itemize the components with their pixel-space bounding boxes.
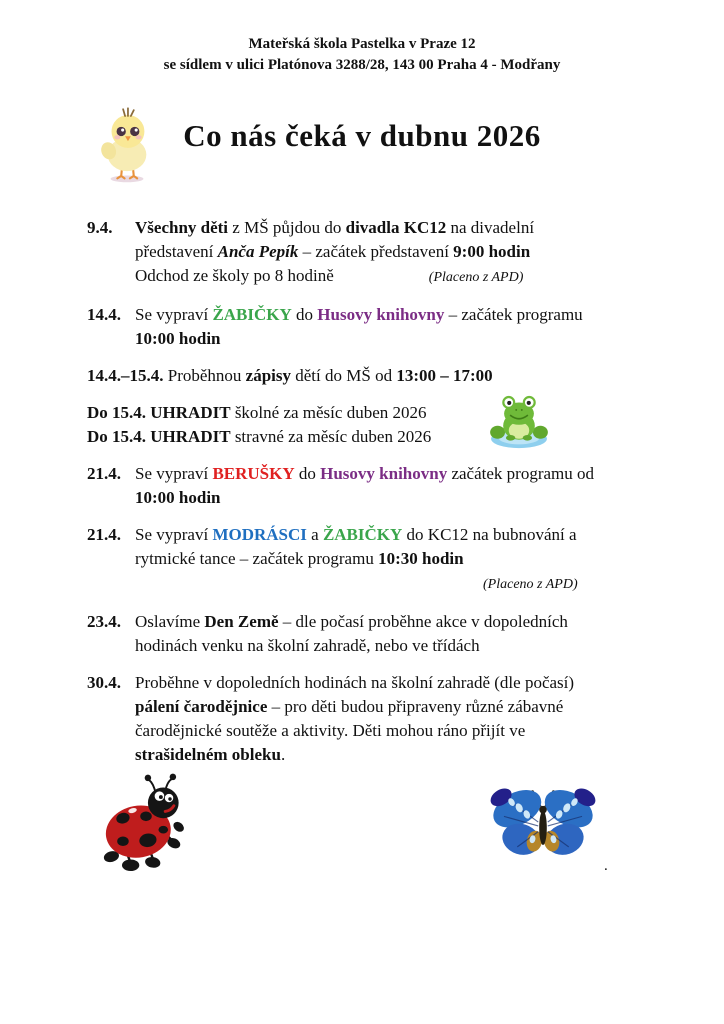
- paid-note: (Placeno z APD): [483, 577, 578, 592]
- text-segment: Anča Pepík: [217, 242, 299, 261]
- schedule-entry: [87, 610, 668, 658]
- stray-period: .: [604, 858, 608, 874]
- schedule-entry: [87, 216, 668, 290]
- entry-date: 9.4.: [87, 218, 113, 237]
- text-segment: pálení čarodějnice: [135, 697, 268, 716]
- text-segment: hodinách venku na školní zahradě, nebo ve třídách: [135, 636, 480, 655]
- page-title: Co nás čeká v dubnu 2026: [183, 118, 541, 153]
- text-segment: BERUŠKY: [212, 464, 295, 483]
- text-segment: začátek programu od: [447, 464, 595, 483]
- text-segment: na divadelní: [446, 218, 535, 237]
- text-segment: Proběhne v dopoledních hodinách na školní zahradě (dle počasí): [135, 673, 575, 692]
- text-segment: rytmické tance – začátek programu: [135, 549, 379, 568]
- text-segment: 14.4.–15.4.: [87, 366, 164, 385]
- text-segment: ŽABIČKY: [212, 305, 292, 324]
- text-segment: – pro děti budou připraveny různé zábavné: [267, 697, 564, 716]
- text-segment: Se vypraví: [135, 464, 213, 483]
- text-segment: MODRÁSCI: [212, 525, 307, 544]
- schedule-entry: [87, 303, 668, 351]
- entry-date: 23.4.: [87, 612, 121, 631]
- text-segment: do: [294, 464, 321, 483]
- entry-text: [87, 401, 668, 449]
- footer-images: [0, 772, 724, 882]
- frog-icon: [488, 395, 550, 456]
- butterfly-icon: [490, 784, 596, 869]
- text-segment: čarodějnické soutěže a aktivity. Děti mohou ráno přijít ve: [135, 721, 526, 740]
- schedule-entries: [0, 190, 724, 767]
- text-segment: Se vypraví: [135, 305, 213, 324]
- entry-text: [135, 671, 668, 767]
- school-header: [0, 34, 724, 76]
- schedule-entry: [87, 671, 668, 767]
- text-segment: .: [280, 745, 286, 764]
- entry-date: 14.4.: [87, 305, 121, 324]
- text-segment: 10:00 hodin: [135, 329, 221, 348]
- ladybug-icon: [98, 772, 194, 879]
- text-segment: do KC12 na bubnování a: [402, 525, 577, 544]
- entry-text: [135, 216, 668, 290]
- text-segment: zápisy: [245, 366, 292, 385]
- text-segment: do: [291, 305, 318, 324]
- text-segment: stravné za měsíc duben 2026: [230, 427, 432, 446]
- entry-text: [87, 364, 668, 388]
- text-segment: ŽABIČKY: [322, 525, 403, 544]
- text-segment: Do 15.4. UHRADIT: [87, 403, 231, 422]
- schedule-entry: [87, 462, 668, 510]
- school-name: Mateřská škola Pastelka v Praze 12: [248, 36, 476, 52]
- text-segment: Odchod ze školy po 8 hodině: [135, 266, 334, 285]
- text-segment: školné za měsíc duben 2026: [230, 403, 427, 422]
- paid-note: (Placeno z APD): [428, 270, 524, 285]
- entry-date: 21.4.: [87, 464, 121, 483]
- entry-text: [135, 610, 668, 658]
- text-segment: Oslavíme: [135, 612, 205, 631]
- text-segment: z MŠ půjdou do: [228, 218, 346, 237]
- text-segment: 10:30 hodin: [378, 549, 464, 568]
- text-segment: Husovy knihovny: [320, 464, 448, 483]
- text-segment: a: [306, 525, 323, 544]
- entry-text: [135, 303, 668, 351]
- text-segment: – začátek programu: [444, 305, 583, 324]
- title-row: [0, 104, 724, 190]
- text-segment: 9:00 hodin: [453, 242, 531, 261]
- schedule-entry: [87, 364, 668, 388]
- text-segment: představení: [135, 242, 218, 261]
- text-segment: Do 15.4. UHRADIT: [87, 427, 231, 446]
- entry-text: [135, 462, 668, 510]
- schedule-entry: [87, 523, 668, 597]
- text-segment: Všechny děti: [135, 218, 229, 237]
- entry-date: 21.4.: [87, 525, 121, 544]
- text-segment: Husovy knihovny: [317, 305, 445, 324]
- text-segment: 13:00 – 17:00: [396, 366, 493, 385]
- entry-date: 30.4.: [87, 673, 121, 692]
- text-segment: 10:00 hodin: [135, 488, 221, 507]
- entry-text: [135, 523, 668, 597]
- text-segment: Proběhnou: [163, 366, 246, 385]
- text-segment: Den Země: [204, 612, 279, 631]
- schedule-entry: [87, 401, 668, 449]
- text-segment: Se vypraví: [135, 525, 213, 544]
- school-address: se sídlem v ulici Platónova 3288/28, 143 00 Praha 4 - Modřany: [163, 57, 561, 73]
- text-segment: divadla KC12: [345, 218, 447, 237]
- text-segment: – začátek představení: [298, 242, 454, 261]
- text-segment: dětí do MŠ od: [291, 366, 397, 385]
- text-segment: strašidelném obleku: [135, 745, 281, 764]
- text-segment: – dle počasí proběhne akce v dopoledních: [278, 612, 568, 631]
